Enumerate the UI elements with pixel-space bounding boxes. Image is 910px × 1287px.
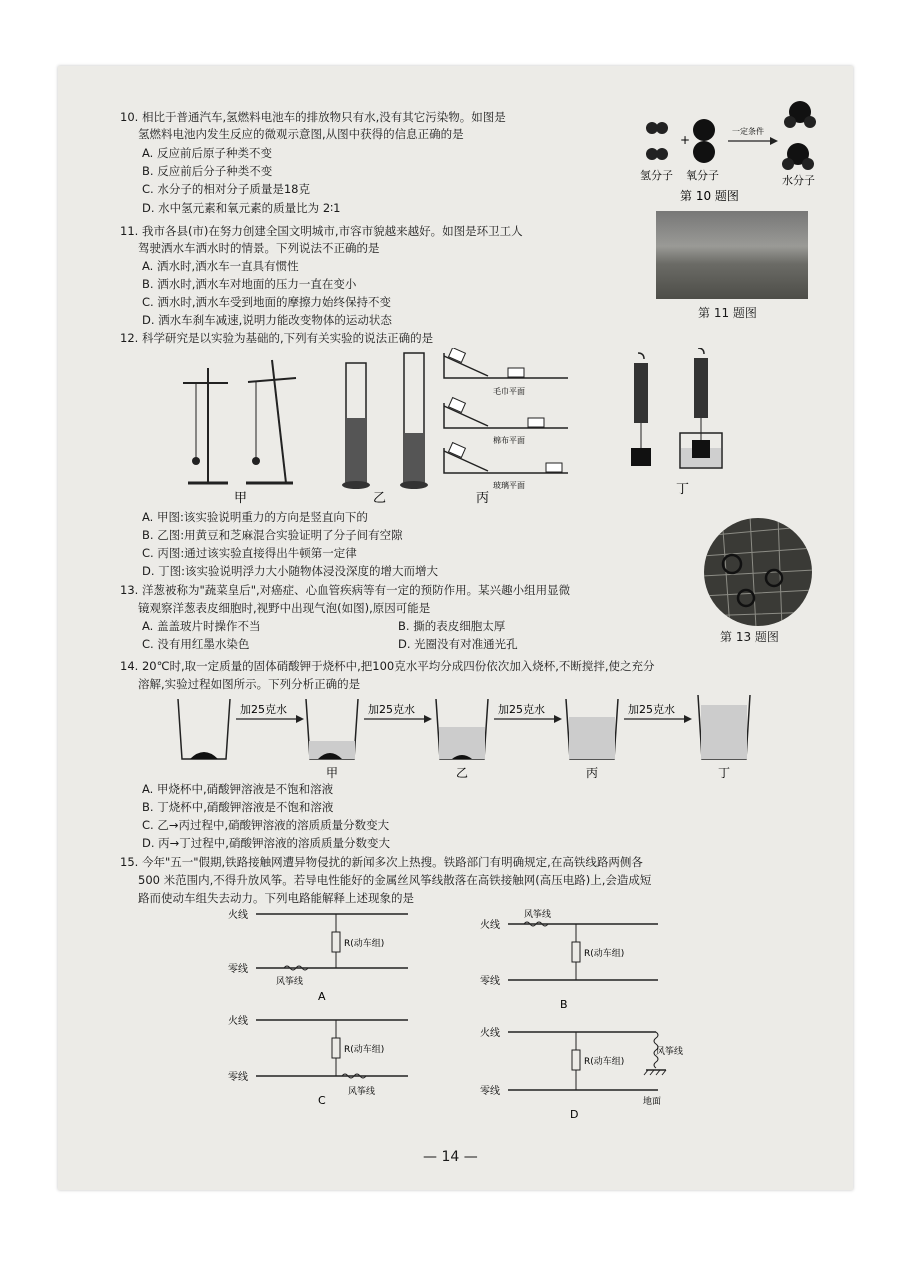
- q13-stem-line2: 镜观察洋葱表皮细胞时,视野中出现气泡(如图),原因可能是: [138, 601, 431, 615]
- q15-d-neutral-label: 零线: [480, 1086, 500, 1097]
- q12-option-d: D. 丁图:该实验说明浮力大小随物体浸没深度的增大而增大: [142, 564, 439, 578]
- q12-label-bing: 丙: [476, 491, 490, 506]
- q15-stem-line1: 15. 今年"五一"假期,铁路接触网遭异物侵扰的新闻多次上热搜。铁路部门有明确规定,在高铁线路两侧各: [120, 855, 643, 869]
- q12-stem: 12. 科学研究是以实验为基础的,下列有关实验的说法正确的是: [120, 331, 434, 345]
- q10-option-b: B. 反应前后分子种类不变: [142, 164, 273, 178]
- q15-option-b-label: B: [560, 998, 568, 1011]
- q15-c-kite-label: 风筝线: [348, 1087, 376, 1097]
- page-number: — 14 —: [423, 1149, 478, 1165]
- q10-molecule-diagram: [640, 94, 840, 204]
- q11-option-a: A. 洒水时,洒水车一直具有惯性: [142, 259, 299, 273]
- q13-caption: 第 13 题图: [720, 630, 779, 644]
- q13-option-b: B. 撕的表皮细胞太厚: [398, 619, 506, 633]
- q13-option-d: D. 光圈没有对准通光孔: [398, 637, 518, 651]
- q12-label-jia: 甲: [234, 491, 248, 506]
- q14-option-b: B. 丁烧杯中,硝酸钾溶液是不饱和溶液: [142, 800, 334, 814]
- q15-b-kite-label: 风筝线: [524, 910, 552, 920]
- q13-option-c: C. 没有用红墨水染色: [142, 637, 250, 651]
- q11-caption: 第 11 题图: [698, 306, 757, 320]
- q15-a-resistor-label: R(动车组): [344, 939, 385, 949]
- q14-option-c: C. 乙→丙过程中,硝酸钾溶液的溶质质量分数变大: [142, 818, 390, 832]
- q11-stem-line1: 11. 我市各县(市)在努力创建全国文明城市,市容市貌越来越好。如图是环卫工人: [120, 224, 523, 238]
- q14-step-label-2: 加25克水: [368, 703, 415, 716]
- q10-option-d: D. 水中氢元素和氧元素的质量比为 2∶1: [142, 201, 341, 215]
- q15-b-resistor-label: R(动车组): [584, 949, 625, 959]
- q11-option-c: C. 洒水时,洒水车受到地面的摩擦力始终保持不变: [142, 295, 391, 309]
- q10-o2-label: 氧分子: [686, 169, 719, 182]
- q14-stem-line1: 14. 20℃时,取一定质量的固体硝酸钾于烧杯中,把100克水平均分成四份依次加入烧杯,不断搅拌,使之充分: [120, 659, 655, 673]
- q12-option-b: B. 乙图:用黄豆和芝麻混合实验证明了分子间有空隙: [142, 528, 403, 542]
- q15-d-resistor-label: R(动车组): [584, 1057, 625, 1067]
- q15-circuit-options: [218, 904, 688, 1124]
- q14-beaker-bing: 丙: [586, 766, 599, 780]
- q13-option-a: A. 盖盖玻片时操作不当: [142, 619, 261, 633]
- q12-experiment-figures: [168, 348, 828, 506]
- q13-stem-line1: 13. 洋葱被称为"蔬菜皇后",对癌症、心血管疾病等有一定的预防作用。某兴趣小组用显微: [120, 583, 571, 597]
- q10-plus-sign: +: [680, 133, 691, 147]
- q12-label-ding: 丁: [676, 482, 690, 497]
- q12-option-a: A. 甲图:该实验说明重力的方向是竖直向下的: [142, 510, 368, 524]
- q15-option-a-label: A: [318, 990, 326, 1003]
- q10-caption: 第 10 题图: [680, 189, 739, 203]
- q10-option-c: C. 水分子的相对分子质量是18克: [142, 182, 310, 196]
- q14-step-label-1: 加25克水: [240, 703, 287, 716]
- q15-d-kite-label: 风筝线: [656, 1047, 684, 1057]
- q15-a-live-label: 火线: [228, 910, 248, 921]
- q12-label-yi: 乙: [373, 491, 387, 506]
- q15-option-c-label: C: [318, 1094, 326, 1107]
- q11-option-d: D. 洒水车刹车减速,说明力能改变物体的运动状态: [142, 313, 392, 327]
- q15-b-live-label: 火线: [480, 920, 500, 931]
- q14-beaker-jia: 甲: [326, 766, 339, 780]
- q15-c-neutral-label: 零线: [228, 1072, 248, 1083]
- q14-beaker-yi: 乙: [456, 766, 469, 780]
- q14-option-d: D. 丙→丁过程中,硝酸钾溶液的溶质质量分数变大: [142, 836, 390, 850]
- q14-step-label-3: 加25克水: [498, 703, 545, 716]
- q15-stem-line2: 500 米范围内,不得升放风筝。若导电性能好的金属丝风筝线散落在高铁接触网(高压电路)上,会造成短: [138, 873, 652, 887]
- q14-option-a: A. 甲烧杯中,硝酸钾溶液是不饱和溶液: [142, 782, 334, 796]
- q14-beaker-sequence: [168, 691, 768, 781]
- q12-surface-towel: 毛巾平面: [493, 387, 525, 396]
- q15-stem-line3: 路而使动车组失去动力。下列电路能解释上述现象的是: [138, 891, 414, 905]
- exam-page: [58, 66, 853, 1190]
- q12-surface-glass: 玻璃平面: [493, 481, 525, 490]
- q10-h2-label: 氢分子: [640, 169, 673, 182]
- q15-a-neutral-label: 零线: [228, 964, 248, 975]
- q10-option-a: A. 反应前后原子种类不变: [142, 146, 272, 160]
- q11-stem-line2: 驾驶洒水车洒水时的情景。下列说法不正确的是: [138, 241, 380, 255]
- q15-c-live-label: 火线: [228, 1016, 248, 1027]
- q10-stem-line1: 10. 相比于普通汽车,氢燃料电池车的排放物只有水,没有其它污染物。如图是: [120, 110, 506, 124]
- q15-b-neutral-label: 零线: [480, 976, 500, 987]
- q15-d-live-label: 火线: [480, 1028, 500, 1039]
- q10-h2o-label: 水分子: [782, 174, 815, 187]
- q15-d-ground-label: 地面: [643, 1097, 662, 1107]
- q14-stem-line2: 溶解,实验过程如图所示。下列分析正确的是: [138, 677, 361, 691]
- q12-option-c: C. 丙图:通过该实验直接得出牛顿第一定律: [142, 546, 357, 560]
- q10-condition-label: 一定条件: [732, 127, 764, 136]
- q14-beaker-ding: 丁: [718, 766, 731, 780]
- q13-microscope-view: [702, 516, 814, 628]
- q15-c-resistor-label: R(动车组): [344, 1045, 385, 1055]
- q14-step-label-4: 加25克水: [628, 703, 675, 716]
- q15-a-kite-label: 风筝线: [276, 977, 304, 987]
- q10-stem-line2: 氢燃料电池内发生反应的微观示意图,从图中获得的信息正确的是: [138, 127, 464, 141]
- q11-street-photo: [656, 211, 808, 299]
- q12-surface-cotton: 棉布平面: [493, 436, 525, 445]
- q15-option-d-label: D: [570, 1108, 579, 1121]
- q11-option-b: B. 洒水时,洒水车对地面的压力一直在变小: [142, 277, 357, 291]
